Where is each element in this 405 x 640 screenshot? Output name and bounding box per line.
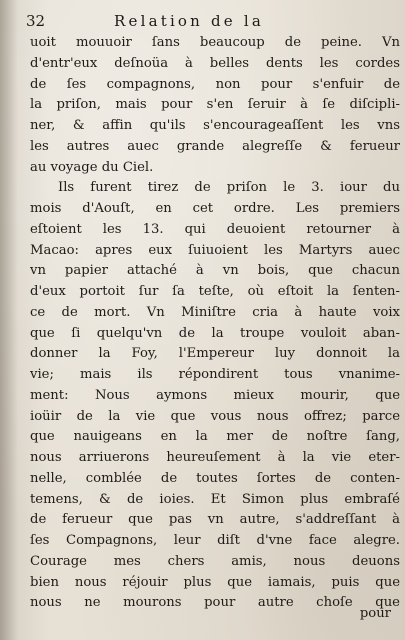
text-line: au voyage du Ciel. <box>30 159 154 175</box>
text-line: ce de mort. Vn Miniſtre cria à haute voix <box>30 304 400 320</box>
text-line: vie; mais ils répondirent tous vnanime- <box>30 367 400 382</box>
text-line: vn papier attaché à vn bois, que chacun <box>30 263 400 279</box>
text-line: temens, & de ioies. Et Simon plus embraſé <box>30 491 400 507</box>
catchword: pour <box>359 606 391 621</box>
text-line: la priſon, mais pour s'en ſeruir à ſe diſcipli- <box>30 97 400 113</box>
text-line: d'entr'eux deſnoüa à belles dents les cordes <box>30 55 400 71</box>
gutter-shadow <box>0 0 18 640</box>
text-line: Courage mes chers amis, nous deuons <box>30 553 400 569</box>
text-line: de ferueur que pas vn autre, s'addreſſant à <box>30 512 400 528</box>
text-line: uoit mouuoir ſans beaucoup de peine. Vn <box>30 35 400 50</box>
text-line: que ſi quelqu'vn de la troupe vouloit aban- <box>30 325 400 341</box>
text-line: Macao: apres eux ſuiuoient les Martyrs auec <box>30 242 400 258</box>
text-line: ment: Nous aymons mieux mourir, que <box>30 387 400 403</box>
text-line: bien nous réjouir plus que iamais, puis que <box>30 574 400 590</box>
text-line: eſtoient les 13. qui deuoient retourner à <box>30 221 400 237</box>
text-line: nelle, comblée de toutes ſortes de conten- <box>30 470 400 486</box>
text-line: nous arriuerons heureuſement à la vie eter- <box>30 450 400 465</box>
text-line: ſes Compagnons, leur diſt d'vne face alegre. <box>30 533 400 548</box>
running-title: Relation de la <box>114 12 264 30</box>
body-text <box>30 33 400 614</box>
text-line: Ils furent tirez de priſon le 3. iour du <box>58 180 400 196</box>
text-line: mois d'Aouſt, en cet ordre. Les premiers <box>30 201 400 216</box>
page-number: 32 <box>26 12 46 30</box>
text-line: que nauigeans en la mer de noſtre ſang, <box>30 429 400 445</box>
text-line: nous ne mourons pour autre choſe que <box>30 595 400 611</box>
text-line: les autres auec grande alegreſſe & ferueur <box>30 138 400 154</box>
text-line: d'eux portoit ſur ſa teſte, où eſtoit la ſenten- <box>30 284 400 299</box>
text-line: ioüir de la vie que vous nous offrez; parce <box>30 408 400 424</box>
text-line: ner, & affin qu'ils s'encourageaſſent les vns <box>30 118 400 133</box>
page-header <box>26 8 398 34</box>
text-line: de ſes compagnons, non pour s'enfuir de <box>30 76 400 92</box>
text-line: donner la Foy, l'Empereur luy donnoit la <box>30 346 400 362</box>
